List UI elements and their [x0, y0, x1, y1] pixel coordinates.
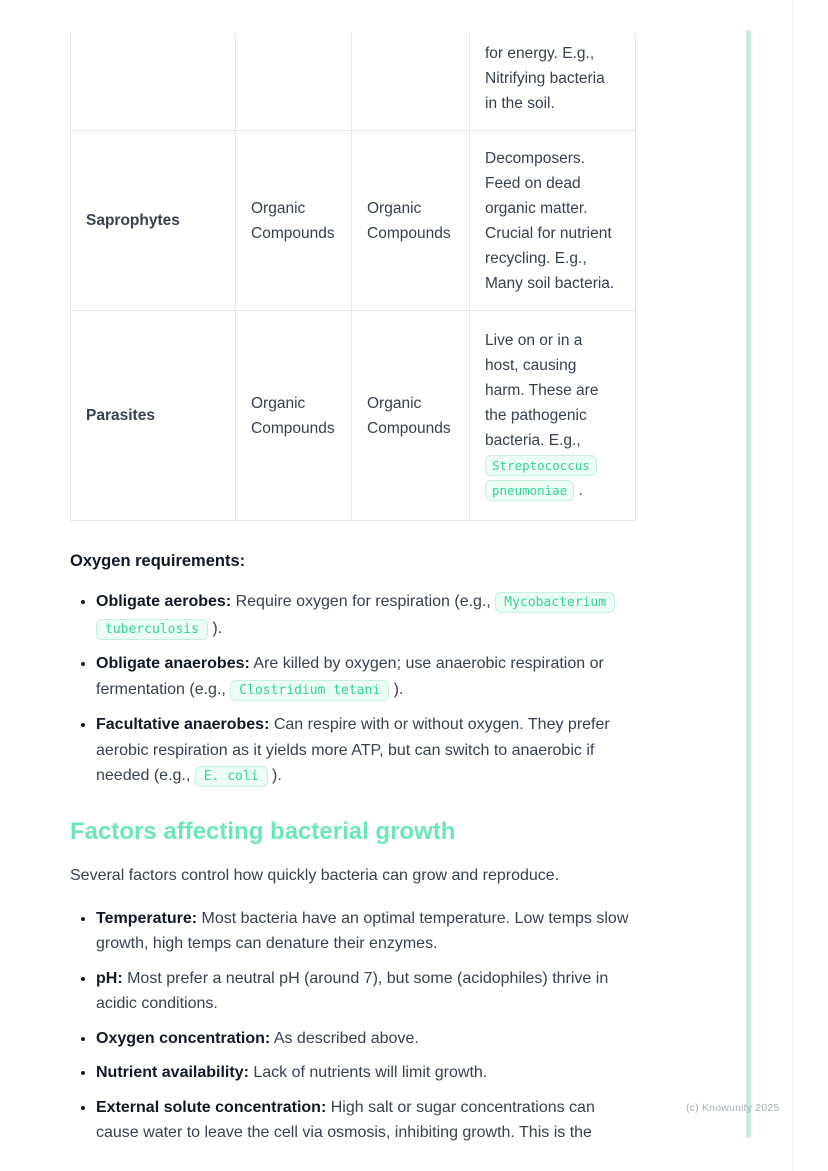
species-code-chip: Mycobacterium tuberculosis — [96, 592, 615, 640]
description-text: . — [574, 482, 583, 499]
list-item-nutrient-availability — [96, 1060, 635, 1086]
term-label: pH: — [96, 969, 123, 987]
item-text: Can respire with or without oxygen. They prefer aerobic respiration as it yields more ATP, but can switch to anaerobic if needed (e.g., — [96, 716, 610, 784]
list-item-external-solute — [96, 1095, 635, 1146]
item-text: ). — [389, 680, 404, 698]
table-cell-carbon-source — [352, 33, 470, 131]
table-cell-description: for energy. E.g., Nitrifying bacteria in the soil. — [470, 33, 636, 131]
bacteria-nutrition-table — [70, 33, 636, 521]
list-item-obligate-aerobes — [96, 589, 635, 642]
document-content — [70, 33, 635, 1155]
item-text: Require oxygen for respiration (e.g., — [231, 593, 496, 610]
table-cell-energy-source: Organic Compounds — [236, 131, 352, 311]
term-label: Facultative anaerobes: — [96, 716, 270, 733]
term-label: Obligate aerobes: — [96, 593, 232, 610]
species-code-chip: E. coli — [195, 766, 268, 787]
page-edge-line — [792, 0, 793, 1171]
table-cell-organism — [71, 33, 236, 131]
table-cell-carbon-source: Organic Compounds — [352, 131, 470, 311]
description-text: Live on or in a host, causing harm. These are the pathogenic bacteria. E.g., — [485, 332, 599, 449]
table-row-saprophytes — [71, 131, 636, 311]
list-item-temperature — [96, 906, 635, 957]
list-item-ph — [96, 966, 635, 1017]
species-code-chip: Streptococcus pneumoniae — [485, 455, 597, 501]
term-label: Nutrient availability: — [96, 1064, 249, 1081]
oxygen-requirements-heading: Oxygen requirements: — [70, 552, 246, 570]
section-heading-growth-factors: Factors affecting bacterial growth — [70, 817, 456, 845]
term-label: Temperature: — [96, 909, 198, 927]
table-row-parasites — [71, 311, 636, 521]
page-edge-bar — [746, 30, 751, 1138]
table-cell-organism: Parasites — [71, 311, 236, 521]
table-cell-energy-source: Organic Compounds — [236, 311, 352, 521]
item-text: As described above. — [270, 1029, 419, 1047]
item-text: High salt or sugar concentrations can cause water to leave the cell via osmosis, inhibiting growth. This is the — [96, 1098, 595, 1141]
table-cell-energy-source — [236, 33, 352, 131]
table-cell-carbon-source: Organic Compounds — [352, 311, 470, 521]
item-text: Most bacteria have an optimal temperature. Low temps slow growth, high temps can denature their enzymes. — [96, 909, 629, 952]
table-cell-description — [470, 311, 636, 521]
table-cell-description: Decomposers. Feed on dead organic matter. Crucial for nutrient recycling. E.g., Many soil bacteria. — [470, 131, 636, 311]
growth-factors-list — [70, 906, 635, 1146]
species-code-chip: Clostridium tetani — [230, 680, 389, 701]
oxygen-requirements-list — [70, 589, 635, 790]
list-item-oxygen-concentration — [96, 1026, 635, 1052]
item-text: Lack of nutrients will limit growth. — [248, 1064, 488, 1081]
intro-paragraph: Several factors control how quickly bacteria can grow and reproduce. — [70, 866, 560, 884]
term-label: Obligate anaerobes: — [96, 655, 250, 672]
table-row-partial — [71, 33, 636, 131]
watermark: (c) Knowunity 2025 — [686, 1102, 780, 1114]
item-text: Are killed by oxygen; use anaerobic respiration or fermentation (e.g., — [96, 655, 604, 698]
list-item-facultative-anaerobes — [96, 712, 635, 790]
table-cell-organism: Saprophytes — [71, 131, 236, 311]
list-item-obligate-anaerobes — [96, 651, 635, 703]
item-text: ). — [267, 767, 282, 784]
term-label: Oxygen concentration: — [96, 1029, 271, 1047]
term-label: External solute concentration: — [96, 1098, 327, 1116]
item-text: ). — [207, 619, 223, 637]
item-text: Most prefer a neutral pH (around 7), but some (acidophiles) thrive in acidic conditions. — [96, 969, 609, 1012]
